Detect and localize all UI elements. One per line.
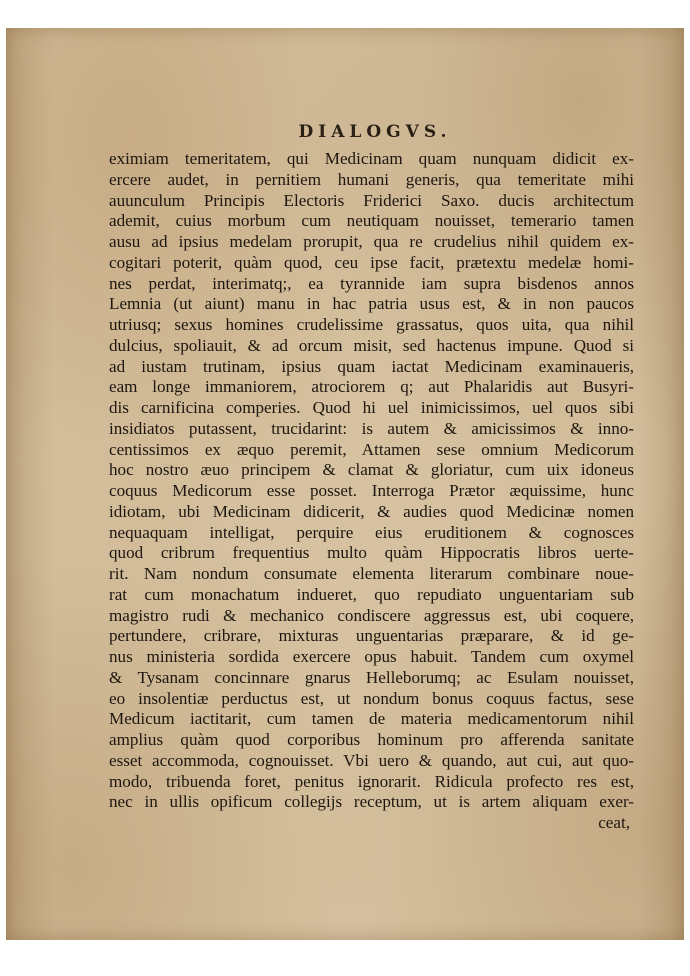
text-line: amplius quàm quod corporibus hominum pro afferenda sanitate — [109, 730, 634, 749]
text-line: modo, tribuenda foret, penitus ignorarit. Ridicula profecto res est, — [109, 771, 634, 791]
text-line: auunculum Principis Electoris Friderici Saxo. ducis architectum — [109, 190, 634, 210]
text-line: eximiam temeritatem, qui Medicinam quam nunquam didicit ex- — [109, 149, 634, 168]
text-line: ad iustam trutinam, ipsius quam iactat Medicinam examinaueris, — [109, 356, 634, 376]
text-line: nes perdat, interimatq;, ea tyrannide iam supra bisdenos annos — [109, 273, 634, 293]
body-text — [109, 149, 634, 834]
text-line: magistro rudi & mechanico condiscere aggressus est, ubi coquere, — [109, 605, 634, 625]
text-line: dulcius, spoliauit, & ad orcum misit, sed hactenus impune. Quod si — [109, 335, 634, 355]
text-line: insidiatos putassent, trucidarint: is autem & amicissimos & inno- — [109, 418, 634, 438]
text-line: utriusq; sexus homines crudelissime grassatus, quos uita, qua nihil — [109, 315, 634, 334]
text-line: dis carnificina comperies. Quod hi uel inimicissimos, uel quos sibi — [109, 398, 634, 417]
text-line: rit. Nam nondum consumate elementa literarum combinare noue- — [109, 564, 634, 583]
text-line: pertundere, cribrare, mixturas unguentarias præparare, & id ge- — [109, 626, 634, 646]
text-line: rat cum monachatum indueret, quo repudiato unguentariam sub — [109, 584, 634, 604]
text-line: nequaquam intelligat, perquire eius eruditionem & cognosces — [109, 522, 634, 542]
text-line: ademit, cuius morbum cum neutiquam nouisset, temerario tamen — [109, 211, 634, 231]
running-header: DIALOGVS. — [298, 122, 452, 142]
text-line: nec in ullis opificum collegijs receptum, ut is artem aliquam exer- — [109, 792, 634, 812]
text-line: ercere audet, in pernitiem humani generis, qua temeritate mihi — [109, 169, 634, 189]
book-page — [6, 28, 684, 940]
text-line: hoc nostro æuo principem & clamat & gloriatur, cum uix idoneus — [109, 460, 634, 480]
text-line: eo insolentiæ perductus est, ut nondum bonus coquus factus, sese — [109, 688, 634, 708]
text-line: nus ministeria sordida exercere opus habuit. Tandem cum oxymel — [109, 647, 634, 666]
text-line: ausu ad ipsius medelam prorupit, qua re crudelius nihil quidem ex- — [109, 232, 634, 251]
catchword: ceat, — [598, 813, 630, 832]
text-line: centissimos ex æquo peremit, Attamen sese omnium Medicorum — [109, 439, 634, 459]
text-line: coquus Medicorum esse posset. Interroga Prætor æquissime, hunc — [109, 481, 634, 500]
text-line: idiotam, ubi Medicinam didicerit, & audies quod Medicinæ nomen — [109, 501, 634, 521]
text-line: Medicum iactitarit, cum tamen de materia medicamentorum nihil — [109, 709, 634, 729]
text-line: esset accommoda, cognouisset. Vbi uero & quando, aut cui, aut quo- — [109, 750, 634, 770]
text-line: cogitari poterit, quàm quod, ceu ipse facit, prætextu medelæ homi- — [109, 252, 634, 272]
text-line: Lemnia (ut aiunt) manu in hac patria usus est, & in non paucos — [109, 294, 634, 314]
text-line: quod cribrum frequentius multo quàm Hippocratis libros uerte- — [109, 543, 634, 563]
text-line: & Tysanam concinnare gnarus Helleborumq; ac Esulam nouisset, — [109, 667, 634, 687]
text-line: eam longe immaniorem, atrociorem q; aut Phalaridis aut Busyri- — [109, 377, 634, 397]
